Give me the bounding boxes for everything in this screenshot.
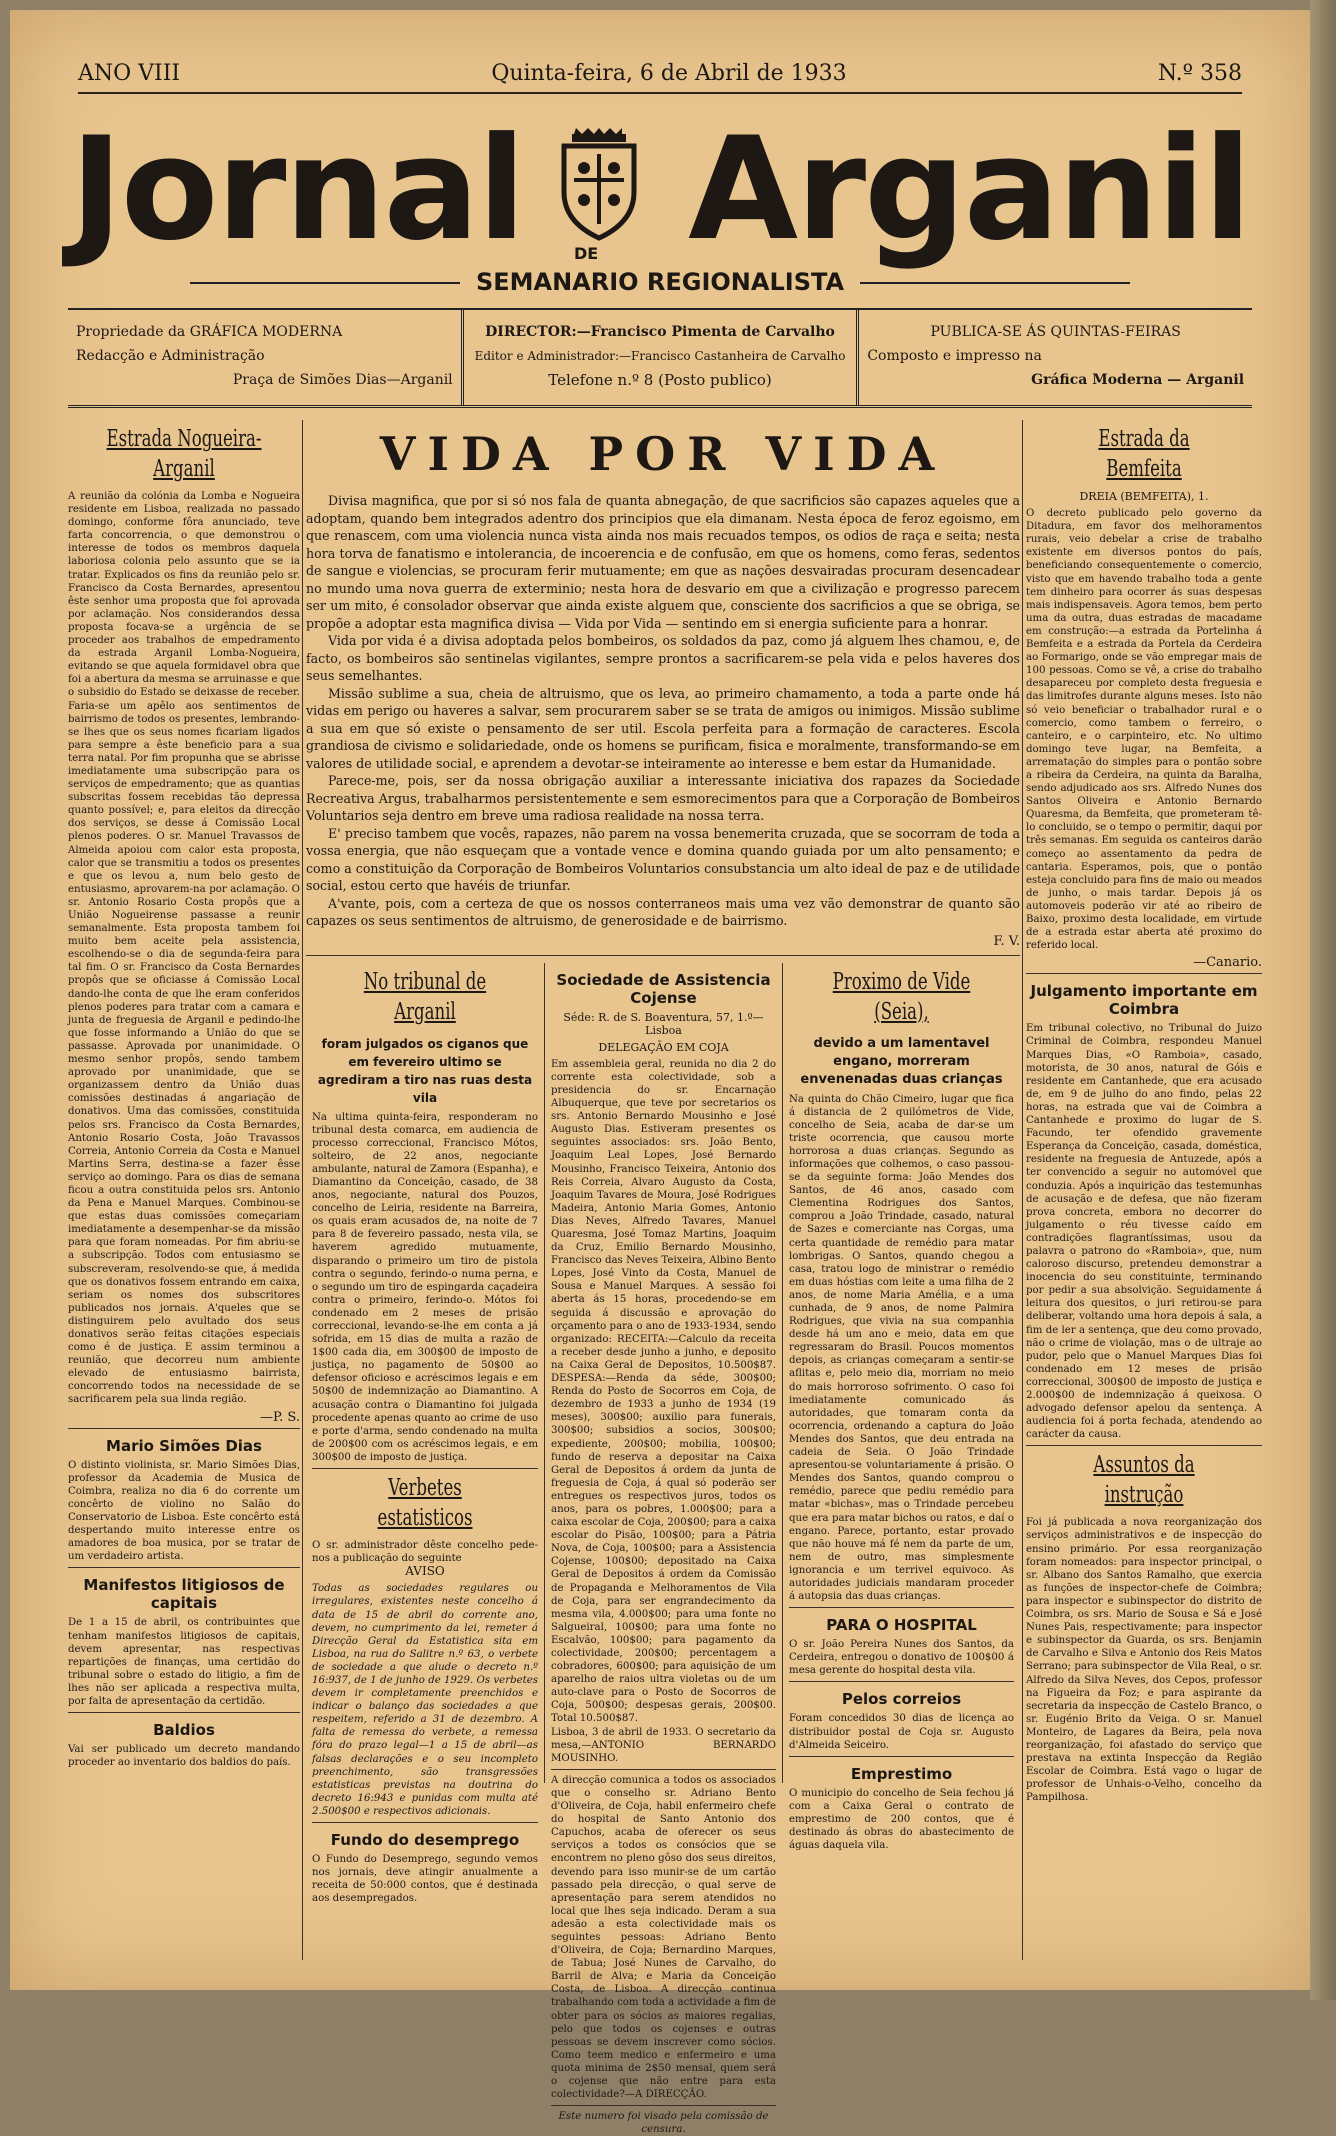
divider [306, 955, 1020, 957]
article-body: Todas as sociedades regulares ou irregulares, existentes neste concelho á data de 15 de abril do corrente ano, devem, no cumprimento da lei, remeter á Direcção Geral da Estatistica sita em Lisboa, na rua do Salitre n.º 63, o verbete de sociedade a que alude o decreto n.º 16:937, de 1 de junho de 1929. Os verbetes devem ir completamente preenchidos e indicar o balanço das sociedades a que respeitem, referido a 31 de dezembro. A falta de remessa do verbete, a remessa fóra do prazo legal—1 a 15 de abril—as falsas declarações e o seu incompleto preenchimento, são transgressões estatisticas previstas na doutrina do decreto 16:943 e punidas com multa até 2.500$00 e respectivos adicionais. [312, 1583, 538, 1817]
article-body: Na quinta do Chão Cimeiro, lugar que fica á distancia de 2 quilómetros de Vide, concelho de Seia, acaba de dar-se um triste ocorrencia, que causou morte horrorosa a duas crianças. Segundo as informações que colhemos, o caso passou-se da seguinte forma: João Mendes dos Santos, de 46 anos, casado com Clementina Rodrigues dos Santos, comprou a João Trindade, casado, natural de Sazes e comerciante nas Corgas, uma certa quantidade de remédio para matar lombrigas. O Santos, quando chegou a casa, tratou logo de ministrar o remédio em duas hóstias com leite a uma filha de 2 anos, de nome Maria Amélia, e a uma cunhada, de 9 anos, de nome Palmira Rodrigues, que vivia na sua companhia desde há um ano e meio, data em que regressaram do Brasil. Poucos momentos depois, as crianças começaram a sentir-se aflitas e, pelo meio dia, morriam no meio do mais horroroso sofrimento. O caso foi imediatamente comunicado ás autoridades, que tomaram conta da ocorrencia, ordenando a captura do João Mendes dos Santos, que deu entrada na cadeia de Seia. O João Trindade apresentou-se voluntariamente á prisão. O Mendes dos Santos, quando comprou o remédio, parece que pediu remédio para matar «bichas», mas o Trindade percebeu que era para matar bichos ou ratos, e daí o engano. Parece, portanto, estar provado que não houve má fé nem da parte de um, nem de outro, mas simplesmente ignorancia e um terrivel equivoco. As autoridades judiciais mandaram proceder á autopsia das duas crianças. [789, 1093, 1014, 1603]
article-body: Vai ser publicado um decreto mandando proceder ao inventario dos baldios do país. [68, 1744, 300, 1769]
issue-date: Quinta-feira, 6 de Abril de 1933 [491, 60, 847, 86]
newspaper-page [10, 10, 1310, 2136]
article-body: Foram concedidos 30 dias de licença ao distribuidor postal de Coja sr. Augusto d'Almeida Seiceiro. [789, 1713, 1014, 1751]
article-headline: Estrada da Bemfeita [1098, 426, 1190, 482]
divider [551, 1769, 776, 1770]
printer-name: Gráfica Moderna — Arganil [1031, 372, 1245, 388]
article-body: A reunião da colónia da Lomba e Nogueira residente em Lisboa, realizada no passado domingo, conforme fôra anunciado, teve farta concorrencia, o que demonstrou o interesse de todos os membros daquela laboriosa colonia pelo assunto que se ia tratar. Explicados os fins da reunião pelo sr. Francisco da Costa Bernardes, apresentou êste senhor uma proposta que foi aprovada por aclamação. Nos considerandos dessa proposta focava-se a urgência de se proceder aos trabalhos de empedramento da estrada Arganil Lomba-Nogueira, evitando se que aquela formidavel obra que foi a abertura da mesma se arruinasse e que o subsidio do Estado se deixasse de receber. Faria-se um apêlo aos sentimentos de bairrismo de todos os presentes, lembrando-se lhes que os seus nomes ficariam ligados para sempre a êste beneficio para a sua terra natal. Por fim propunha que se abrisse imediatamente uma subscripção para os serviços de empedramento; que as quantias subscritas fossem recebidas tão depressa quanto possível; e, para eleitos da direcção dos serviços, se desse á Comissão Local plenos poderes. O sr. Manuel Travassos de Almeida apoiou com calor esta proposta, calor que se transmitiu a todos os presentes e que os levou a, num belo gesto de entusiasmo, aprovarem-na por aclamação. O sr. Antonio Rosario Costa propôs que a União Nogueirense passasse a reunir semanalmente. Esta proposta tambem foi muito bem aceite pela assistencia, escolhendo-se o dia de segunda-feira para tal fim. O sr. Francisco da Costa Bernardes propôs que se oficiasse á Comissão Local dando-lhe conta de que lhe eram conferidos plenos poderes para tratar com a camara e junta de freguesia de Arganil e pedindo-lhe que fosse informando a União do que se passasse. Aprovada por unanimidade. O mesmo senhor propôs, sendo tambem aprovado por unanimidade, que se organizassem dentro da União duas comissões destinadas á angariação de donativos. Uma das comissões, constituida pelos srs. Francisco da Costa Bernardes, Antonio Rosario Costa, João Travassos Correia, Antonio Correia da Costa e Manuel Martins Serra, destina-se a fazer êsse serviço ao domingo. Para os dias de semana ficou a outra constituida pelos srs. Antonio da Pena e Manuel Marques. Combinou-se que estas duas comissões começariam imediatamente a desempenhar-se da missão para que foram nomeadas. Por fim abriu-se a subscripção. Todos com entusiasmo se subscreveram, resolvendo-se que, á medida que os donativos fossem entrando em caixa, seriam os nomes dos subscritores publicados nos jornais. A'queles que se distinguirem pelo avultado dos seus donativos serão feitas citações especiais como é de justiça. E assim terminou a reunião, que decorreu num ambiente elevado de entusiasmo bairrista, concorrendo todos na necessidade de se sacrificarem pela sua linda região. [68, 491, 300, 1406]
notice-label: AVISO [405, 1564, 445, 1579]
center-column [306, 420, 1020, 2136]
info-bar [68, 308, 1252, 408]
divider [789, 1607, 1014, 1608]
binding-edge [1310, 0, 1336, 2000]
divider [312, 1822, 538, 1823]
divider [68, 1712, 300, 1713]
director-box [461, 310, 857, 405]
publication-box [856, 310, 1252, 405]
article-body: De 1 a 15 de abril, os contribuintes que tenham manifestos litigiosos de capitais, devem apresentar, nas respectivas repartições de finanças, uma certidão do tribunal sobre o estado do litigio, a fim de lhes não ser aplicada a respectiva multa, por falta de apresentação da certidão. [68, 1617, 300, 1707]
article-signature: —P. S. [260, 1409, 300, 1425]
director-text: DIRECTOR:—Francisco Pimenta de Carvalho [485, 324, 835, 340]
article-headline: Proximo de Vide (Seia), [832, 968, 971, 1025]
divider [551, 2105, 776, 2106]
crest-label: DE [574, 244, 599, 263]
censorship-note: Este numero foi visado pela comissão de censura. [558, 2111, 769, 2136]
lead-signature: F. V. [993, 933, 1020, 949]
ownership-text: Propriedade da GRÁFICA MODERNA [76, 324, 343, 340]
article-dateline: DREIA (BEMFEITA), 1. [1079, 490, 1209, 503]
article-body: O municipio do concelho de Seia fechou já com a Caixa Geral o contrato de emprestimo de 200 contos, que é destinado ás obras do abastecimento de águas daquela vila. [789, 1787, 1014, 1852]
article-body: Foi já publicada a nova reorganização dos serviços administrativos e de inspecção do ensino primário. Por essa reorganização foram nomeados: para inspector principal, o sr. Albano dos Santos Ramalho, que exercia as funções de inspector-chefe de Coimbra; para inspector e subinspector do distrito de Coimbra, os srs. Mario de Sousa e Sá e José Nunes Pais, respectivamente; para inspector e subinspector da Guarda, os srs. Benjamin de Carvalho e Silva e Antonio dos Reis Matos Serrano; para subinspector de Vila Real, o sr. Alfredo da Silva Neves, dos Cepos, professor na Figueira da Foz; e para aspirante da secretaria da inspecção de Castelo Branco, o sr. Eugénio Brito da Veiga. O sr. Manuel Monteiro, de Lagares da Beira, pela nova reorganização, foi afastado do serviço que prestava na extinta Inspecção da Região Escolar de Coimbra. Está vago o lugar de professor de Unhais-o-Velho, concelho da Pampilhosa. [1026, 1517, 1262, 1804]
masthead-title-left: Jornal [70, 107, 525, 272]
redaction-label: Redacção e Administração [76, 348, 265, 364]
article-body: O sr. administrador dêste concelho pede-nos a publicação do seguinte [312, 1540, 538, 1565]
year-label: ANO VIII [78, 60, 181, 86]
editor-text: Editor e Administrador:—Francisco Castanheira de Carvalho [474, 349, 846, 363]
divider [312, 1468, 538, 1469]
divider [1026, 1445, 1262, 1446]
divider [789, 1681, 1014, 1682]
article-body: Em assembleia geral, reunida no dia 2 do corrente esta colectividade, sob a presidencia do sr. Encarnação Albuquerque, que teve por secretarios os srs. Antonio Bernardo Mousinho e José Augusto Dias. Estiveram presentes os seguintes associados: srs. João Bento, Joaquim Leal Lopes, José Bernardo Mousinho, Francisco Teixeira, Antonio dos Reis Correia, Alvaro Augusto da Costa, Joaquim Tavares de Moura, José Rodrigues Madeira, Antonio Maria Gomes, Antonio Dias Neves, Alfredo Tavares, Manuel Quaresma, José Tomaz Martins, Joaquim da Cruz, Emilio Bernardo Mousinho, Francisco das Neves Teixeira, Albino Bento Lopes, José Vinto da Costa, Manuel de Sousa e Manuel Marques. A sessão foi aberta ás 15 horas, procedendo-se em seguida á discussão e aprovação do orçamento para o ano de 1933-1934, sendo organizado: RECEITA:—Calculo da receita a receber desde junho a junho, e deposito na Caixa Geral de Depositos, 10.500$87. DESPESA:—Renda da séde, 300$00; Renda do Posto de Socorros em Coja, de dezembro de 1933 a junho de 1934 (19 meses), 300$00; auxilio para funerais, 300$00; subsidios a socios, 300$00; expediente, 200$00; mobilia, 100$00; fundo de reserva a depositar na Caixa Geral de Depositos á ordem da junta de freguesia de Coja, á qual só poderão ser entregues os respectivos juros, todos os anos, para os pobres, 1.000$00; para a caixa escolar de Coja, 200$00; para a caixa escolar do Pisão, 100$00; para a Pátria Nova, de Coja, 100$00; para a Assistencia Cojense, 100$00; depositado na Caixa Geral de Depositos á ordem da Comissão de Propaganda e Melhoramentos de Vila de Coja, para ser engrandecimento da mesma vila, 4.000$00; para uma fonte no Salgueiral, 100$00; para uma fonte no Escalvão, 100$00; para pagamento da colectividade, 200$00; percentagem a cobradores, 600$00; para aquisição de um aparelho de raios ultra violetas ou de um auto-clave para o Posto de Socorros de Coja, 500$00; despesas gerais, 200$00. Total 10.500$87. [551, 1058, 776, 1725]
article-headline: Emprestimo [850, 1764, 953, 1783]
ownership-box [68, 310, 461, 405]
article-headline: Mario Simões Dias [106, 1436, 262, 1455]
printer-label: Composto e impresso na [867, 348, 1042, 364]
article-body: O distinto violinista, sr. Mario Simões Dias, professor da Academia de Musica de Coimbra, realiza no dia 6 do corrente um concêrto de violino no Salão do Conservatorio de Lisboa. Este concêrto está despertando muito interesse entre os amadores de boa musica, por se tratar de um verdadeiro artista. [68, 1459, 300, 1563]
article-headline: Fundo do desemprego [330, 1831, 520, 1849]
article-body: Na ultima quinta-feira, responderam no tribunal desta comarca, em audiencia de processo correccional, Francisco Mótos, solteiro, de 22 anos, negociante ambulante, natural de Zamora (Espanha), e Diamantino da Conceição, casado, de 38 anos, negociante, natural dos Pouzos, concelho de Leiria, residente na Barreira, os quais eram acusados de, na noite de 7 para 8 de fevereiro passado, nesta vila, se haverem agredido mutuamente, disparando o primeiro um tiro de pistola contra o segundo, ferindo-o numa perna, e o segundo um tiro de espingarda caçadeira contra o primeiro, ferindo-o. Mótos foi condenado em 2 meses de prisão correccional, levando-se-lhe em conta a já sofrida, em 15 dias de multa a razão de 1$00 cada dia, em 300$00 de imposto de justiça, no pagamento de 50$00 ao defensor oficioso e acréscimos legais e em 50$00 de indemnização ao Diamantino. A acusação contra o Diamantino foi julgada procedente apenas quanto ao crime de uso e porte d'arma, sendo condenado na multa de 200$00 com os acréscimos legais, e em 300$00 de imposto de justiça. [312, 1111, 538, 1463]
article-headline: Sociedade de Assistencia Cojense [556, 970, 771, 1007]
left-column [68, 420, 300, 1960]
right-column [1026, 420, 1262, 1960]
article-headline: No tribunal de Arganil [363, 968, 487, 1025]
column-rule [1022, 420, 1023, 1960]
masthead [70, 107, 1250, 272]
article-dateline: Séde: R. de S. Boaventura, 57, 1.º—Lisboa [563, 1010, 764, 1037]
lead-paragraph: E' preciso tambem que vocês, rapazes, não parem na vossa benemerita cruzada, que se socorram de toda a vossa energia, que não esqueçam que a vontade vence e domina quando guiada por um alto pensamento; e como a constituição da Corporação de Bombeiros Voluntarios consubstancia um alto ideal de paz e de utilidade social, estou certo que havéis de triunfar. [306, 825, 1020, 893]
article-body: Em tribunal colectivo, no Tribunal do Juizo Criminal de Coimbra, respondeu Manuel Marques Dias, «O Ramboia», casado, motorista, de 30 anos, natural de Góis e residente em Cantanhede, que era acusado de, em 9 de julho do ano findo, pelas 22 horas, na estrada que vai de Coimbra a Cantanhede e proximo do lugar de S. Facundo, ter ofendido gravemente Esperança da Conceição, casada, doméstica, residente na freguesia de Antuzede, após a ter convencido a seguir no automóvel que conduzia. Após a inquirição das testemunhas de acusação e de defesa, que não fizeram prova concreta, embora no decorrer do julgamento o réu tivesse caído em contradições flagrantíssimas, usou da palavra o patrono do «Ramboia», que, num caloroso discurso, pretendeu demonstrar a inocencia do seu constituinte, terminando por pedir a sua absolvição. Seguidamente á leitura dos quesitos, o juri retirou-se para deliberar, voltando uma hora depois á sala, a fim de ler a sentença, que deu como provado, não o crime de violação, mas o de ultraje ao pudor, pelo que o Manuel Marques Dias foi condenado em 12 meses de prisão correccional, 300$00 de imposto de justiça e 2.000$00 de indemnização á queixosa. O advogado defensor apelou da sentença. A audiencia foi á porta fechada, atendendo ao carácter da causa. [1026, 1023, 1262, 1441]
article-headline: Julgamento importante em Coimbra [1030, 982, 1258, 1019]
article-headline: Assuntos da instrução [1093, 1452, 1195, 1509]
date-line [78, 54, 1242, 94]
article-headline: Estrada Nogueira-Arganil [106, 426, 262, 482]
article-body: O sr. João Pereira Nunes dos Santos, da Cerdeira, entregou o donativo de 100$00 á mesa gerente do hospital desta vila. [789, 1639, 1014, 1677]
issue-number: N.º 358 [1157, 60, 1242, 86]
divider [1026, 973, 1262, 974]
lead-paragraph: Vida por vida é a divisa adoptada pelos bombeiros, os soldados da paz, como já alguem lhes chamou, e, de facto, os bombeiros são sentinelas vigilantes, sempre prontos a sacrificarem-se pela vida e pelos haveres dos seus semelhantes. [306, 633, 1020, 683]
article-body: Lisboa, 3 de abril de 1933. O secretario da mesa,—ANTONIO BERNARDO MOUSINHO. [551, 1726, 776, 1764]
divider [68, 1428, 300, 1429]
article-headline: Baldios [153, 1721, 215, 1740]
lead-paragraph: Missão sublime a sua, cheia de altruismo, que os leva, ao primeiro chamamento, a toda a parte onde há vidas em perigo ou haveres a salvar, sem procurarem saber se se trata de amigos ou inimigos. Missão sublime a sua em que só existe o pensamento de ser util. Escola perfeita para a formação de caracteres. Escola grandiosa de civismo e solidariedade, onde os homens se purificam, fisica e moralmente, transformando-se em valores de utilidade social, e aprendem a devotar-se inteiramente ao interesse e bem estar da Humanidade. [306, 685, 1020, 771]
lead-headline: VIDA POR VIDA [379, 427, 947, 481]
sub-columns [306, 963, 1020, 2136]
article-body: A direcção comunica a todos os associados que o conselho sr. Adriano Bento d'Oliveira, de Coja, habil enfermeiro chefe do hospital de Santo Antonio dos Capuchos, acaba de oferecer os seus serviços a todos os consócios que se encontrem no pleno gôso dos seus direitos, devendo para isso munir-se de um cartão passado pela direcção, o qual serve de apresentação para serem atendidos no local que lhes seja indicado. Deram a sua adesão a esta colectividade mais os seguintes pessoas: Adriano Bento d'Oliveira, de Coja; Bernardino Marques, de Tabua; José Nunes de Carvalho, do Barril de Alva; e Maria da Conceição Costa, de Lisboa. A direcção continua trabalhando com toda a actividade a fim de obter para os sócios as maiores regalias, pelo que todos os cojenses e outras pessoas se devem inscrever como sócios. Como teem medico e enfermeiro e uma quota minima de 2$50 mensal, quem será o cojense que não entre para esta colectividade?—A DIRECÇÃO. [551, 1774, 776, 2101]
column-rule [302, 420, 303, 1960]
article-subheadline: devido a um lamentavel engano, morreram envenenadas duas crianças [800, 1035, 1003, 1087]
article-headline: PARA O HOSPITAL [826, 1616, 977, 1635]
telephone-text: Telefone n.º 8 (Posto publico) [548, 371, 772, 389]
redaction-address: Praça de Simões Dias—Arganil [232, 372, 453, 388]
sub-column-sociedade [544, 963, 782, 2136]
divider [68, 1567, 300, 1568]
sub-column-vide [782, 963, 1020, 1852]
lead-paragraph: A'vante, pois, com a certeza de que os nossos conterraneos mais uma vez vão demonstrar de quanto são capazes os seus sentimentos de altruismo, de generosidade e de bairrismo. [306, 895, 1020, 928]
subtitle: SEMANARIO REGIONALISTA [190, 268, 1130, 296]
article-subheadline: foram julgados os ciganos que em fevereiro ultimo se agrediram a tiro nas ruas desta vila [317, 1036, 533, 1105]
sub-column-tribunal [306, 963, 544, 1905]
article-body: O decreto publicado pelo governo da Ditadura, em favor dos melhoramentos rurais, veio debelar a crise de trabalho existente em diversos pontos do país, beneficiando consequentemente o comercio, visto que em havendo trabalho toda a gente tem dinheiro para ocorrer ás suas despesas mais indispensaveis. Agora temos, bem perto uma da outra, duas estradas de macadame em construção:—a estrada da Portelinha á Bemfeita e a estrada da Portela da Cerdeira ao Formarigo, onde se vão empregar mais de 100 pessoas. Como se vê, a crise do trabalho desapareceu por completo desta freguesia e das limitrofes durante alguns meses. Isto não só veio beneficiar o trabalhador rural e o comercio, como tambem o ferreiro, o canteiro, e o carpinteiro, etc. No ultimo domingo teve lugar, na Bemfeita, a arrematação do simples para o pontão sobre a ribeira da Cerdeira, na quinta da Baralha, sendo adjudicado aos srs. Alfredo Nunes dos Santos Oliveira e Antonio Bernardo Quaresma, da Bemfeita, que prometeram tê-lo concluido, se o tempo o permitir, daqui por três semanas. Em seguida os canteiros darão começo ao assentamento da pedra de cantaria. Esperamos, pois, que o pontão esteja concluido para fins de maio ou meados de junho, o mais tardar. Depois já os automoveis poderão vir até ao ribeiro de Baixo, proximo desta localidade, em virtude de a estrada estar aberta até proximo do referido local. [1026, 508, 1262, 952]
crest-icon [554, 124, 644, 244]
article-headline: Verbetes estatisticos [377, 1475, 473, 1532]
article-dateline: DELEGAÇÃO EM COJA [598, 1040, 729, 1054]
article-body: O Fundo do Desemprego, segundo vemos nos jornais, deve atingir anualmente a receita de 50:000 contos, que é destinada aos desempregados. [312, 1854, 538, 1905]
masthead-title-right: Arganil [688, 107, 1250, 272]
article-headline: Pelos correios [841, 1690, 962, 1709]
article-headline: Manifestos litigiosos de capitais [83, 1576, 285, 1613]
article-signature: —Canario. [1193, 955, 1262, 971]
lead-paragraph: Parece-me, pois, ser da nossa obrigação auxiliar a interessante iniciativa dos rapazes da Sociedade Recreativa Argus, trabalharmos persistentemente e sem esmorecimentos para que a Corporação de Bombeiros Voluntarios seja dentro em breve uma radiosa realidade na nossa terra. [306, 773, 1020, 823]
divider [789, 1756, 1014, 1757]
publication-text: PUBLICA-SE ÁS QUINTAS-FEIRAS [930, 324, 1181, 340]
lead-paragraph: Divisa magnifica, que por si só nos fala de quanta abnegação, de que sacrificios são capazes aqueles que a adoptam, quando bem integrados adentro dos principios que ela dimanam. Nesta época de feroz egoismo, em que renascem, com uma violencia nunca vista ainda nos mais recuados tempos, os odios de raça e seita; nesta hora torva de fanatismo e intolerancia, de incoerencia e de confusão, em que os homens, como feras, sedentos de sangue e violencias, se procuram ferir mutuamente; em que as nações desvairadas procuram desencadear no mundo uma nova guerra de exterminio; nesta hora de desvario em que a civilização e progresso parecem ser um mito, é consolador observar que ainda existe alguem que, consciente dos sacrificios a que se obriga, se propõe a adoptar esta magnifica divisa — Vida por Vida — sentindo em si energia suficiente para a honrar. [306, 493, 1020, 631]
